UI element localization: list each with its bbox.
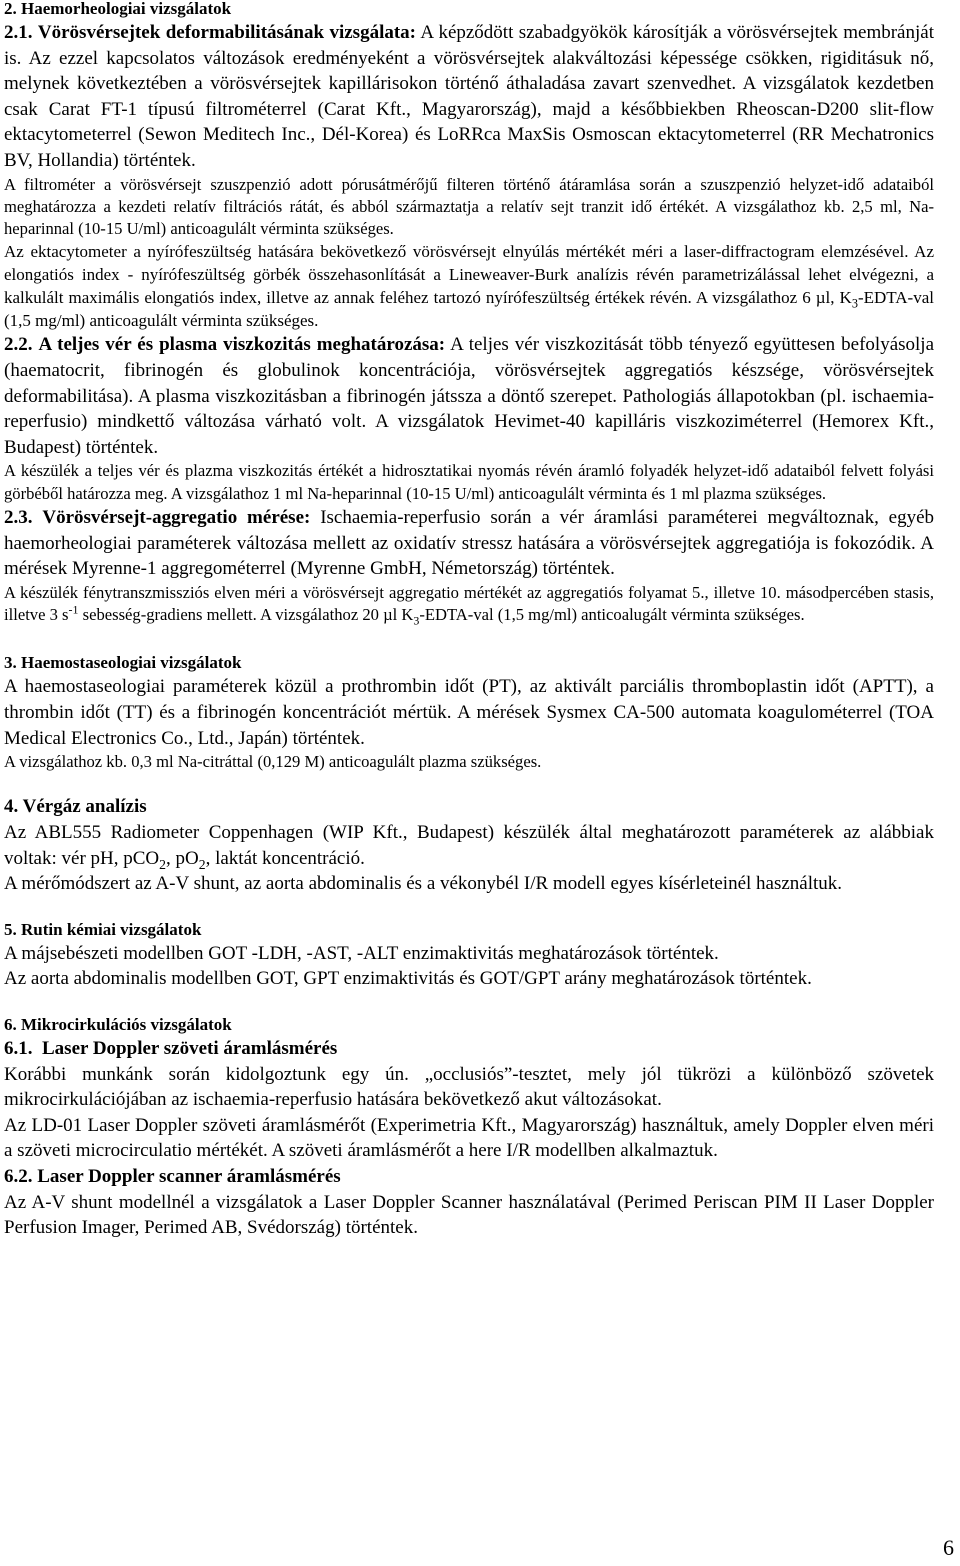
spacer	[4, 626, 934, 651]
subsection-number: 2.1.	[4, 22, 33, 43]
paragraph-text: Az ABL555 Radiometer Coppenhagen (WIP Kft., Budapest) készülék által meghatározott paraméterek az alábbiak voltak: vér pH, pCO	[4, 822, 934, 869]
subsection-title: Vörösvérsejt-aggregatio mérése:	[42, 507, 311, 529]
subsection-heading-6-1	[4, 1036, 934, 1062]
paragraph-text: , laktát koncentráció.	[205, 847, 365, 869]
paragraph-2-3-intro	[4, 505, 934, 582]
page-number: 6	[943, 1535, 954, 1560]
paragraph-text: A teljes vér viszkozitását több tényező együttesen befolyásolja (haematocrit, fibrinogén és globulinok koncentrációja, vörösvérsejtek aggregatiós készsége, vörösvérsejtek deformabilitása). A plasma viszkozitásban a fibrinogén játssza a döntő szerepet. Pathologiás állapotokban (pl. ischaemia-reperfusio) mindkettő változása várható volt. A vizsgálatok Hevimet-40 kapilláris viszkoziméterrel (Hemorex Kft., Budapest) történtek.	[4, 334, 935, 458]
paragraph-text: Ischaemia-reperfusio során a vér áramlási paraméterei megváltoznak, egyéb haemorheologiai paraméterek változása mellett az oxidatív stressz hatására a vörösvérsejtek aggregatiója is fokozódik. A mérések Myrenne-1 aggregométerrel (Myrenne GmbH, Németország) történtek.	[4, 507, 935, 580]
paragraph-aggregometer	[4, 582, 934, 627]
section-heading-4: 4. Vérgáz analízis	[4, 796, 147, 818]
section-heading-3: 3. Haemostaseologiai vizsgálatok	[4, 653, 242, 673]
spacer	[4, 897, 934, 918]
subscript: 3	[413, 613, 420, 628]
paragraph-text: A képződött szabadgyökök károsítják a vörösvérsejtek membránját is. Az ezzel kapcsolatos változások eredményeként a vörösvérsejtek alakváltozási képessége csökken, rigiditásuk nő, melynek következtében a vörösvérsejtek kapillárisokon történő áthaladása zavart szenvedhet. A vizsgálatok kezdetben csak Carat FT-1 típusú filtrométerrel (Carat Kft., Magyarország), majd a későbbiekben Rheoscan-D200 slit-flow ektacytometerrel (Sewon Meditech Inc., Dél-Korea) és LoRRca MaxSis Osmoscan ektacytometerrel (RR Mechatronics BV, Hollandia) történtek.	[4, 22, 934, 171]
subscript: 2	[198, 856, 206, 872]
paragraph-haemostaseology: A haemostaseologiai paraméterek közül a prothrombin időt (PT), az aktivált parciális thromboplastin időt (APTT), a thrombin időt (TT) és a fibrinogén koncentrációt mértük. A mérések Sysmex CA-500 automata koagulométerrel (TOA Medical Electronics Co., Ltd., Japán) történtek.	[4, 676, 934, 749]
section-heading-5: 5. Rutin kémiai vizsgálatok	[4, 919, 202, 939]
subsection-title: A teljes vér és plasma viszkozitás meghatározása:	[38, 334, 446, 356]
section-heading-6: 6. Mikrocirkulációs vizsgálatok	[4, 1015, 232, 1035]
paragraph-2-1-intro	[4, 20, 934, 174]
subsection-title: Laser Doppler scanner áramlásmérés	[37, 1166, 341, 1187]
subscript: 2	[159, 856, 166, 872]
paragraph-blood-gas	[4, 820, 934, 871]
paragraph-occlusion-test: Korábbi munkánk során kidolgoztunk egy ún. „occlusiós”-tesztet, mely jól tükrözi a különböző szövetek mikrocirkulációjában az ischaemia-reperfusio hatására bekövetkező akut változásokat.	[4, 1063, 934, 1111]
subsection-number: 6.1.	[4, 1038, 33, 1060]
paragraph-viscometer: A készülék a teljes vér és plazma viszkozitás értékét a hidrosztatikai nyomás révén áramló folyadék helyzet-idő adataiból felvett folyási görbéből határozza meg. A vizsgálathoz 1 ml Na-heparinnal (10-15 U/ml) anticoagulált vérminta és 1 ml plazma szükséges.	[4, 461, 934, 503]
paragraph-text: -EDTA-val (1,5 mg/ml) anticoagulált vérminta szükséges.	[4, 288, 934, 331]
subsection-heading-6-2	[4, 1164, 934, 1190]
section-heading-2: 2. Haemorheologiai vizsgálatok	[4, 0, 232, 18]
paragraph-ld01: Az LD-01 Laser Doppler szöveti áramlásmérőt (Experimetria Kft., Magyarország) használtuk, amely Doppler elven méri a szöveti microcirculatio mértékét. A szöveti áramlásmérőt a here I/R modellben alkalmaztuk.	[4, 1114, 934, 1162]
paragraph-aorta-model: Az aorta abdominalis modellben GOT, GPT enzimaktivitás és GOT/GPT arány meghatározások történtek.	[4, 968, 812, 990]
paragraph-text: Az ektacytometer a nyírófeszültség hatására bekövetkező vörösvérsejt elnyúlás mértékét méri a laser-diffractogram elemzésével. Az elongatiós index - nyírófeszültség görbék összehasonlítását a Lineweaver-Burk analízis révén parametrizálással lehet elvégezni, a kalkulált maximális elongatiós index, illetve az annak feléhez tartozó nyírófeszültség értékek révén. A vizsgálathoz 6 µl, K	[4, 242, 934, 308]
spacer	[4, 992, 934, 1013]
paragraph-filtrometer: A filtrométer a vörösvérsejt szuszpenzió adott pórusátmérőjű filteren történő átáramlása során a szuszpenzió helyzet-idő adataiból meghatározza a kezdeti relatív filtrációs rátát, és abból származtatja a relatív sejt tranzit idő értékét. A vizsgálathoz kb. 2,5 ml, Na-heparinnal (10-15 U/ml) anticoagulált vérminta szükséges.	[4, 174, 934, 239]
paragraph-text: A készülék fénytranszmissziós elven méri a vörösvérsejt aggregatio mértékét az aggregatiós folyamat 5., illetve 10. másodpercében stasis, illetve 3 s	[4, 582, 934, 625]
page-content	[4, 0, 934, 1241]
paragraph-text: , pO	[166, 847, 199, 869]
superscript: -1	[68, 602, 79, 617]
paragraph-scanner: Az A-V shunt modellnél a vizsgálatok a Laser Doppler Scanner használatával (Perimed Periscan PIM II Laser Doppler Perfusion Imager, Perimed AB, Svédország) történtek.	[4, 1191, 934, 1239]
subsection-number: 2.3.	[4, 507, 33, 529]
paragraph-text: sebesség-gradiens mellett. A vizsgálathoz 20 µl K	[78, 605, 414, 625]
subsection-number: 6.2.	[4, 1166, 33, 1187]
subsection-number: 2.2.	[4, 334, 33, 356]
paragraph-liver-model: A májsebészeti modellben GOT -LDH, -AST, -ALT enzimaktivitás meghatározások történtek.	[4, 942, 719, 964]
paragraph-text: -EDTA-val (1,5 mg/ml) anticoalugált vérminta szükséges.	[419, 605, 805, 625]
subsection-title: Laser Doppler szöveti áramlásmérés	[42, 1038, 338, 1060]
subscript: 3	[851, 296, 858, 311]
paragraph-2-2-intro	[4, 332, 934, 460]
spacer	[4, 773, 934, 794]
paragraph-haemostaseology-sample: A vizsgálathoz kb. 0,3 ml Na-citráttal (0,129 M) anticoagulált plazma szükséges.	[4, 752, 542, 772]
paragraph-ektacytometer	[4, 240, 934, 332]
subsection-title: Vörösvérsejtek deformabilitásának vizsgálata:	[37, 22, 416, 43]
paragraph-blood-gas-usage: A mérőmódszert az A-V shunt, az aorta abdominalis és a vékonybél I/R modell egyes kísérleteinél használtuk.	[4, 873, 843, 895]
